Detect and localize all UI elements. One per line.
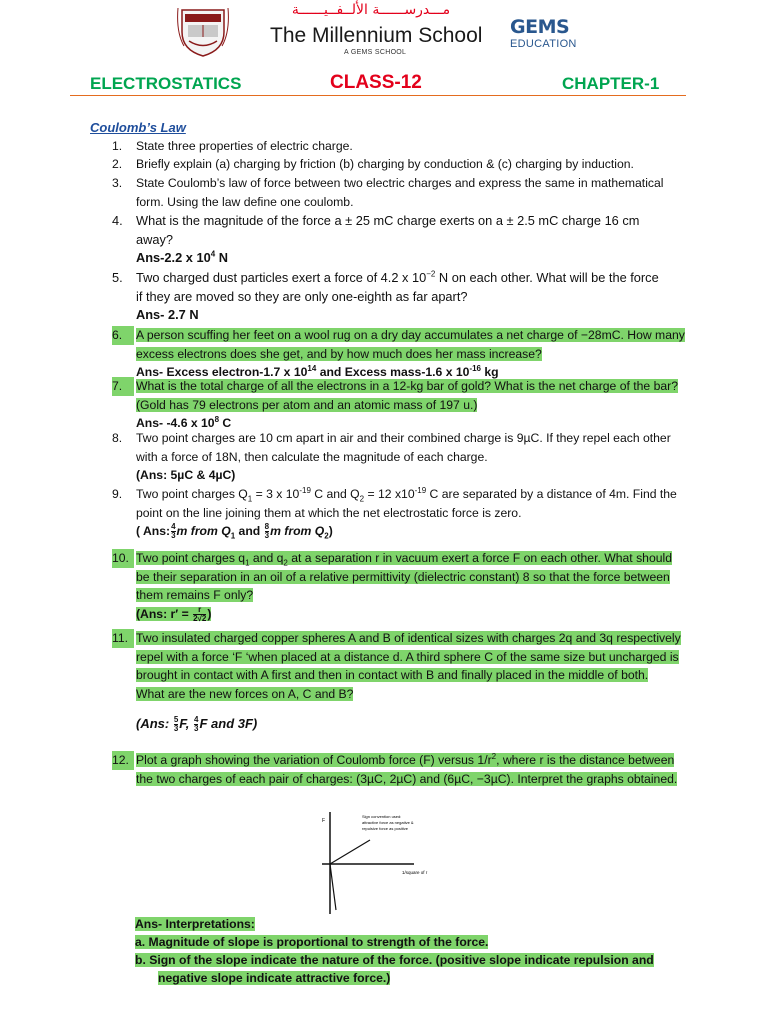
question-5 xyxy=(112,269,702,325)
question-number: 6. xyxy=(112,326,134,345)
question-1 xyxy=(112,137,702,156)
answer: Ans- 2.7 N xyxy=(136,307,199,322)
question-line: them remains F only? xyxy=(136,588,254,602)
gems-logo: GEMS xyxy=(510,16,570,38)
question-line: away? xyxy=(136,231,173,247)
question-line: Two insulated charged copper spheres A and B of identical sizes with charges 2q and 3q respectively xyxy=(136,631,681,645)
question-text: Briefly explain (a) charging by friction (b) charging by conduction & (c) charging by induction. xyxy=(136,157,634,171)
header-divider xyxy=(70,95,686,96)
question-line: Two point charges $Q_1 = 3$ x $10^{-19}$ C and $Q_2 = 12$ $x10^{-19}$ C are separated by a distance of 4m. Find the xyxy=(136,485,677,504)
question-6 xyxy=(112,326,702,382)
question-line: Two point charges $q_1$ and $q_2$ at a separation r in vacuum exert a force F on each other. What should xyxy=(136,551,672,568)
interpretation-a: a. Magnitude of slope is proportional to strength of the force. xyxy=(135,935,489,949)
question-line: form. Using the law define one coulomb. xyxy=(136,194,354,209)
question-line: What are the new forces on A, C and B? xyxy=(136,686,354,701)
question-line: (Gold has 79 electrons per atom and an atomic mass of 197 u.) xyxy=(136,397,478,412)
answer: Ans- -4.6 x $10^8$ C xyxy=(136,414,232,430)
question-line: What is the magnitude of the force a ± 25 mC charge exerts on a ± 2.5 mC charge 16 cm xyxy=(136,213,640,228)
answer: (Ans: r′ = $\frac{r}{2√2}$ ) xyxy=(136,604,212,623)
question-line: excess electrons does she get, and by how much does her mass increase? xyxy=(136,346,542,361)
section-title: Coulomb’s Law xyxy=(90,120,186,135)
answer: Ans-2.2 x $10^4$ N xyxy=(136,249,228,265)
subject-title: ELECTROSTATICS xyxy=(90,74,242,93)
question-8 xyxy=(112,429,702,485)
question-3 xyxy=(112,174,702,211)
question-text: State three properties of electric charge. xyxy=(136,139,353,153)
question-11 xyxy=(112,629,702,703)
interpretation-b-cont: negative slope indicate attractive force.) xyxy=(158,971,391,985)
class-title: CLASS-12 xyxy=(330,72,422,93)
question-number: 11. xyxy=(112,629,134,648)
question-number: 10. xyxy=(112,549,134,568)
question-number: 7. xyxy=(112,377,134,396)
answer: Ans- Excess electron-1.7 x $10^{14}$ and Excess mass-1.6 x $10^{-16}$ kg xyxy=(136,363,499,379)
school-crest-logo xyxy=(176,6,230,58)
question-number: 2. xyxy=(112,157,123,171)
question-line: brought in contact with A first and then in contact with B and finally placed in the middle of both. xyxy=(136,668,649,682)
question-number: 8. xyxy=(112,431,123,445)
question-number: 12. xyxy=(112,751,134,770)
question-number: 9. xyxy=(112,487,123,501)
question-9 xyxy=(112,485,702,541)
chapter-title: CHAPTER-1 xyxy=(562,74,660,93)
question-line: State Coulomb’s law of force between two electric charges and express the same in mathematical xyxy=(136,176,664,190)
question-line: with a force of 18N, then calculate the magnitude of each charge. xyxy=(136,449,488,464)
question-line: be their separation in an oil of a relative permittivity (dielectric constant) 8 so that the force between xyxy=(136,569,670,584)
gems-education-label: EDUCATION xyxy=(510,38,577,50)
school-arabic-name: مـــدرســــــة الألــفــيــــــة xyxy=(291,2,451,18)
school-subtitle: A GEMS SCHOOL xyxy=(344,49,407,56)
question-7 xyxy=(112,377,702,433)
question-12 xyxy=(112,751,702,788)
question-4 xyxy=(112,212,702,268)
question-number: 5. xyxy=(112,270,123,285)
question-2 xyxy=(112,155,702,174)
graph-note: attractive force as negative & xyxy=(362,820,414,825)
question-line: Two charged dust particles exert a force of 4.2 x $10^{-2}$ N on each other. What will be the force xyxy=(136,269,659,285)
question-line: if they are moved so they are only one-eighth as far apart? xyxy=(136,288,468,304)
question-line: A person scuffing her feet on a wool rug on a dry day accumulates a net charge of −28mC. How many xyxy=(136,328,685,342)
question-line: Plot a graph showing the variation of Coulomb force (F) versus $1/r^2$, where r is the distance between xyxy=(136,751,675,767)
question-10 xyxy=(112,549,702,623)
question-number: 3. xyxy=(112,176,123,190)
question-line: repel with a force ‘F ‘when placed at a distance d. A third sphere C of the same size but uncharged is xyxy=(136,649,679,664)
question-line: point on the line joining them at which the net electrostatic force is zero. xyxy=(136,505,522,520)
answer: (Ans: 5µC & 4µC) xyxy=(136,468,236,482)
coulomb-force-graph xyxy=(318,806,468,916)
answer: (Ans: $\frac{5}{3}$ F, $\frac{4}{3}$ F and 3F) xyxy=(136,715,258,734)
question-number: 4. xyxy=(112,213,123,228)
interpretation-b: b. Sign of the slope indicate the nature of the force. (positive slope indicate repulsion and xyxy=(135,953,654,967)
interpretations-title: Ans- Interpretations: xyxy=(135,917,255,931)
question-line: What is the total charge of all the electrons in a 12-kg bar of gold? What is the net charge of the bar? xyxy=(136,379,678,393)
graph-note: repulsive force as positive xyxy=(362,826,409,831)
question-line: the two charges of each pair of charges: (3µC, 2µC) and (6µC, −3µC). Interpret the graphs obtained. xyxy=(136,771,678,786)
graph-repulsive-line xyxy=(330,840,370,864)
school-name: The Millennium School xyxy=(270,24,483,47)
graph-x-label: 1/square of r xyxy=(402,870,428,875)
graph-note: Sign convention used: xyxy=(362,814,402,819)
graph-y-label: F xyxy=(322,818,326,824)
graph-attractive-line xyxy=(330,864,336,910)
answer: ( Ans: $\frac{4}{3}$ m from $Q_1$ and $\frac{8}{3}$ m from $Q_2$) xyxy=(136,522,333,541)
question-line: Two point charges are 10 cm apart in air and their combined charge is 9µC. If they repel each other xyxy=(136,431,671,445)
question-number: 1. xyxy=(112,139,123,153)
